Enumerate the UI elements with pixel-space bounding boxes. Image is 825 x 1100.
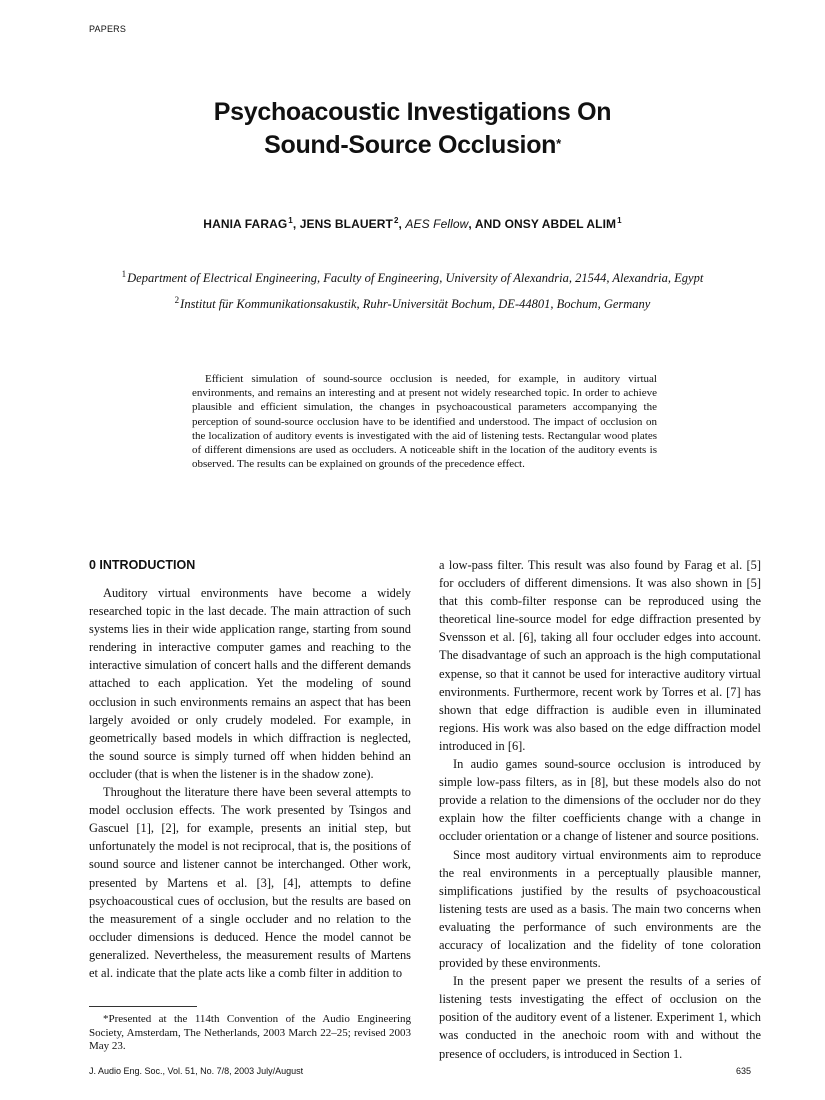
affiliation-number: 2 [174, 295, 180, 305]
footnote: *Presented at the 114th Convention of the Audio Engineering Society, Amsterdam, The Netherlands, 2003 March 22–25; revised 2003 May 23. [89, 1013, 411, 1052]
affiliation-number: 1 [121, 269, 127, 279]
affiliation [0, 271, 825, 286]
footer-journal-citation: J. Audio Eng. Soc., Vol. 51, No. 7/8, 2003 July/August [89, 1066, 304, 1076]
paragraph: a low-pass filter. This result was also found by Farag et al. [5] for occluders of different dimensions. It was also shown in [5] that this comb-filter response can be reproduced using the theoretical line-source model for edge diffraction presented by Svensson et al. [6], taking all four occluder edges into account. The disadvantage of such an approach is the high computational expense, so that it cannot be used for interactive auditory virtual environments. Furthermore, recent work by Torres et al. [7] has shown that edge diffraction is audible even in illuminated regions. His work was also based on the edge diffraction model introduced in [6]. [439, 558, 761, 753]
paragraph: In the present paper we present the results of a series of listening tests investigating the effect of occlusion on the position of the auditory event of a listener. Experiment 1, which was conducted in the anechoic room with and without the presence of occluders, is introduced in Section 1. [439, 974, 761, 1061]
title-footnote-marker: * [556, 136, 561, 151]
affiliation-marker: 1 [288, 216, 293, 225]
title-line-2 [0, 129, 825, 162]
paragraph: Since most auditory virtual environments aim to reproduce the real environments in a perceptually plausible manner, simplifications justified by the results of psychoacoustical listening tests are used as a basis. The main two concerns when evaluating the performance of such environments are the accuracy of localization and the fidelity of tone coloration provided by these environments. [439, 847, 761, 971]
author-name: ONSY ABDEL ALIM [504, 217, 617, 231]
affiliation-marker: 2 [393, 216, 399, 225]
affiliation-marker: 1 [617, 216, 622, 225]
affiliation-text: Department of Electrical Engineering, Faculty of Engineering, University of Alexandria, 21544, Alexandria, Egypt [127, 271, 704, 285]
paragraph: Auditory virtual environments have become a widely researched topic in the last decade. The main attraction of such systems lies in their wide application range, starting from sound rendering in interactive computer games and reaching to the interactive simulation of concert halls and the different demands attached to each application. Yet the modeling of sound occlusion in such environments remains an aspect that has been largely avoided or only crudely modeled. For example, in geometrically based models in which diffraction is neglected, the sound source is simply turned off when hidden behind an occluder (that is when the listener is in the shadow zone). [89, 586, 411, 781]
title-line-2-text: Sound-Source Occlusion [264, 131, 557, 159]
body-column-left [89, 556, 411, 982]
title-line-1: Psychoacoustic Investigations On [213, 98, 612, 126]
paper-title [0, 96, 825, 162]
section-heading: 0 INTRODUCTION [89, 558, 196, 572]
body-column-right [439, 556, 761, 1063]
author-name: HANIA FARAG [203, 217, 288, 231]
author-fellow-title: AES Fellow [405, 217, 469, 231]
affiliation [0, 297, 825, 312]
author-list: HANIA FARAG$^1$, JENS BLAUERT$^2$, AES Fellow, AND ONSY ABDEL ALIM$^1$ [203, 216, 622, 231]
footnote-divider [89, 1006, 197, 1007]
abstract: Efficient simulation of sound-source occlusion is needed, for example, in auditory virtual environments, and remains an interesting and at present not widely researched topic. In order to achieve plausible and efficient simulation, the changes in psychoacoustical parameters accompanying the perception of sound-source occlusion have to be identified and understood. The impact of occlusion on the localization of auditory events is investigated with the aid of listening tests. Rectangular wood plates of different dimensions are used as occluders. A noticeable shift in the location of the auditory events is observed. The results can be explained on grounds of the precedence effect. [192, 373, 657, 471]
running-header-section: PAPERS [89, 24, 127, 34]
paragraph: In audio games sound-source occlusion is introduced by simple low-pass filters, as in [8], but these models also do not provide a relation to the dimensions of the occluder nor do they explain how the filter coefficients change with a change in occluder orientation or a change of listener and source positions. [439, 757, 761, 844]
author-name: JENS BLAUERT [299, 217, 393, 231]
paragraph: Throughout the literature there have been several attempts to model occlusion effects. The work presented by Tsingos and Gascuel [1], [2], for example, presents an initial step, but unfortunately the model is not reciprocal, that is, the positions of sound source and listener cannot be interchanged. Other work, presented by Martens et al. [3], [4], attempts to define psychoacoustical cues of occlusion, but the results are based on the measurement of a single occluder and no relation to the occluder dimensions is deduced. Hence the model cannot be generalized. Nevertheless, the measurement results of Martens et al. indicate that the plate acts like a comb filter in addition to [89, 785, 411, 980]
author-connector: AND [474, 217, 502, 231]
affiliation-text: Institut für Kommunikationsakustik, Ruhr-Universität Bochum, DE-44801, Bochum, Germany [180, 297, 651, 311]
page-number: 635 [736, 1066, 752, 1076]
